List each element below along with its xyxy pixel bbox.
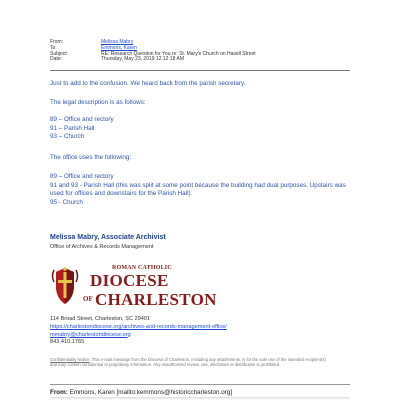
header-to-value[interactable]: Emmons, Karen [101, 44, 137, 51]
office-item: 95 - Church [50, 198, 83, 206]
header-divider [50, 70, 350, 71]
logo-charleston: CHARLESTON [95, 290, 217, 309]
forwarded-from-label: From: [50, 389, 68, 396]
header-date-row [50, 57, 256, 63]
logo-roman-catholic: ROMAN CATHOLIC [112, 265, 172, 271]
header-to-label: To: [50, 44, 57, 51]
signature-address: 114 Broad Street, Charleston, SC 29401 [50, 316, 151, 322]
email-header [50, 40, 256, 63]
signature-email-link[interactable]: mmabry@charlestondiocese.org [50, 331, 131, 338]
signature-department: Office of Archives & Records Management [50, 244, 154, 250]
signature-website-link[interactable]: https://charlestondiocese.org/archives-and-records-management-office/ [50, 323, 227, 330]
forwarded-from [50, 389, 232, 396]
office-item: 91 and 93 - Parish Hall (this was split at some point because the building had dual purposes. Upstairs was used for offices and downstairs for the Parish Hall). [50, 181, 346, 198]
signature-contact [50, 316, 227, 347]
legal-item: 91 – Parish Hall [50, 124, 95, 132]
legal-heading: The legal description is as follows: [50, 99, 146, 106]
legal-item: 93 – Church [50, 133, 85, 141]
header-from-value[interactable]: Melissa Mabry [101, 39, 134, 45]
forward-divider [50, 384, 350, 385]
header-date-value: Thursday, May 23, 2019 12:12:18 AM [101, 56, 185, 63]
logo-of: OF [83, 295, 93, 303]
logo-diocese: DIOCESE [90, 271, 169, 290]
body-intro: Just to add to the confusion. We heard back from the parish secretary. [50, 80, 246, 87]
office-heading: The office uses the following: [50, 154, 132, 161]
legal-item: 89 – Office and rectory [50, 116, 114, 123]
confidentiality-text: : This e-mail message from the Diocese of Charleston, including any attachments, is for the sole use of the intended recipient(s) and may contain confidential or proprietary information. Any unauthorized review, use, disclosure or distribution is prohibited. [50, 357, 326, 367]
legal-list [50, 116, 355, 142]
forwarded-from-value: Emmons, Karen [mailto:kemmons@historiccharleston.org] [69, 389, 233, 396]
signature-phone: 843.410.1765 [50, 339, 85, 346]
office-item: 89 – Office and rectory [50, 173, 114, 180]
header-date-label: Date: [50, 56, 62, 63]
header-subject-label: Subject: [50, 50, 69, 57]
header-from-label: From: [50, 39, 64, 45]
diocese-logo [50, 262, 230, 314]
confidentiality-label: Confidentiality Notice [50, 357, 90, 362]
header-subject-value: RE: Research Question for You re: St. Mary's Church on Hasell Street [101, 50, 256, 57]
signature-name: Melissa Mabry, Associate Archivist [50, 234, 166, 241]
confidentiality-notice [50, 357, 330, 367]
office-list [50, 173, 355, 207]
diocese-shield-icon [50, 266, 80, 306]
